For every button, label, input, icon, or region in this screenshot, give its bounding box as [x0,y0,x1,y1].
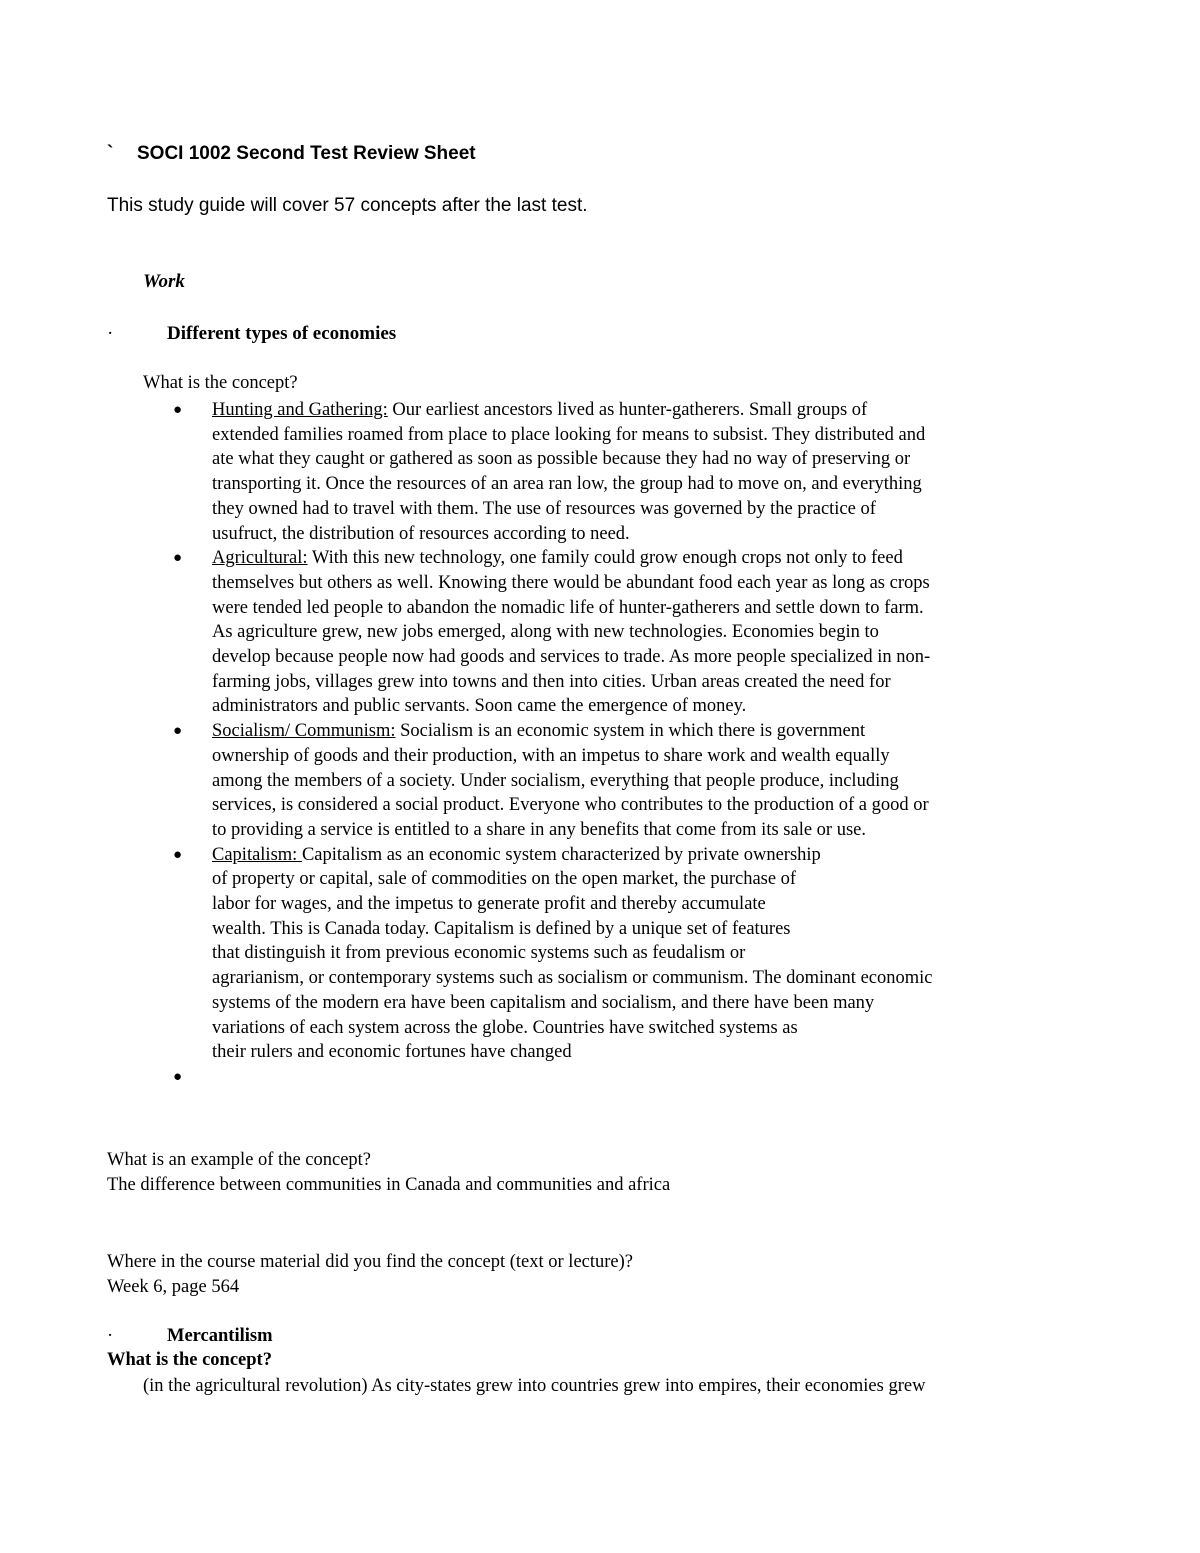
bullet-icon: ● [173,1068,183,1085]
bullet-dot: · [107,323,114,344]
item-line: transporting it. Once the resources of an area ran low, the group had to move on, and everything [212,474,922,495]
bullet-icon: ● [173,550,183,567]
item-line: develop because people now had goods and services to trade. As more people specialized in non- [212,647,931,668]
bullet-dot: · [107,1326,114,1346]
item-line: variations of each system across the globe. Countries have switched systems as [212,1017,798,1038]
item-line: agrarianism, or contemporary systems such as socialism or communism. The dominant economic [212,968,933,989]
term-label: Capitalism: [212,844,302,865]
list-item-socialism [173,719,1073,843]
item-line: extended families roamed from place to place looking for means to subsist. They distributed and [212,424,926,445]
item-line: administrators and public servants. Soon came the emergence of money. [212,696,747,717]
list-item-capitalism [173,843,1073,1065]
item-line: usufruct, the distribution of resources according to need. [212,523,630,544]
concept-question: What is the concept? [143,373,298,393]
list-item-empty [173,1065,1073,1091]
item-line: ownership of goods and their production, with an impetus to share work and wealth equally [212,745,890,766]
intro-text: This study guide will cover 57 concepts after the last test. [107,195,588,216]
list-item-agricultural [173,546,1073,719]
backtick-mark: ` [107,143,114,164]
topic-heading-economies [107,323,396,345]
topic-heading-text: Different types of economies [167,323,397,344]
source-question: Where in the course material did you find the concept (text or lecture)? [107,1252,633,1272]
mercantilism-question: What is the concept? [107,1350,272,1370]
economy-types-list [173,398,1073,1091]
term-label: Hunting and Gathering: [212,400,388,420]
item-line: themselves but others as well. Knowing there would be abundant food each year as long as crops [212,572,930,593]
item-line: of property or capital, sale of commodities on the open market, the purchase of [212,869,797,890]
item-line: were tended led people to abandon the nomadic life of hunter-gatherers and settle down to farm. [212,597,924,618]
item-line: to providing a service is entitled to a share in any benefits that come from its sale or use. [212,819,866,840]
example-block [107,1148,670,1197]
item-line: services, is considered a social product. Everyone who contributes to the production of a good or [212,795,929,816]
item-line: ate what they caught or gathered as soon as possible because they had no way of preserving or [212,449,911,470]
item-line: they owned had to travel with them. The use of resources was governed by the practice of [212,498,876,519]
item-line: their rulers and economic fortunes have changed [212,1042,572,1063]
document-title [107,143,476,165]
source-answer: Week 6, page 564 [107,1276,240,1297]
item-line: With this new technology, one family could grow enough crops not only to feed [307,548,903,569]
title-text: SOCI 1002 Second Test Review Sheet [137,143,476,164]
item-line: Our earliest ancestors lived as hunter-gatherers. Small groups of [387,400,868,420]
topic-heading-mercantilism [107,1326,273,1347]
item-line: wealth. This is Canada today. Capitalism is defined by a unique set of features [212,918,791,939]
term-label: Agricultural: [212,548,308,569]
list-item-hunting-gathering [173,398,1073,546]
item-line: Socialism is an economic system in which there is government [395,721,866,742]
item-line: among the members of a society. Under socialism, everything that people produce, including [212,770,899,791]
example-question: What is an example of the concept? [107,1150,372,1170]
section-title-work: Work [143,271,185,292]
bullet-icon: ● [173,723,183,740]
topic-heading-text: Mercantilism [167,1326,273,1346]
item-line: labor for wages, and the impetus to generate profit and thereby accumulate [212,894,766,915]
example-answer: The difference between communities in Canada and communities and africa [107,1174,671,1195]
item-line: that distinguish it from previous economic systems such as feudalism or [212,943,746,964]
bullet-icon: ● [173,402,183,418]
item-line: farming jobs, villages grew into towns and then into cities. Urban areas created the need for [212,671,891,692]
item-line: Capitalism as an economic system characterized by private ownership [301,844,821,865]
mercantilism-text: (in the agricultural revolution) As city-states grew into countries grew into empires, their economies grew [143,1376,926,1396]
term-label: Socialism/ Communism: [212,721,396,742]
bullet-icon: ● [173,846,183,863]
source-block [107,1250,633,1299]
item-line: systems of the modern era have been capitalism and socialism, and there have been many [212,992,875,1013]
item-line: As agriculture grew, new jobs emerged, along with new technologies. Economies begin to [212,622,879,643]
